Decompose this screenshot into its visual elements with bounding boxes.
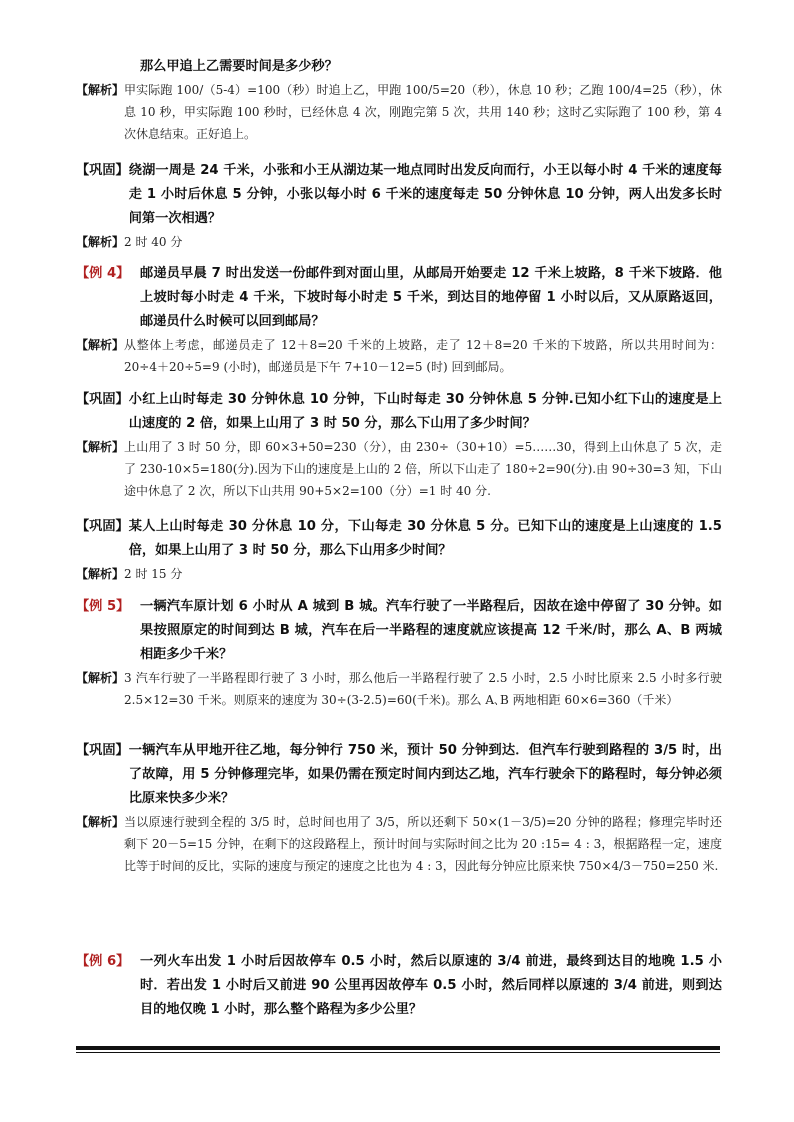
consolidate-3-analysis: 2 时 15 分 bbox=[124, 567, 183, 581]
analysis-tag: 【解析】 bbox=[76, 338, 125, 352]
example-6 bbox=[76, 950, 722, 1022]
intro-analysis: 甲实际跑 100/（5-4）=100（秒）时追上乙，甲跑 100/5=20（秒），休息 10 秒；乙跑 100/4=25（秒），休息 10 秒，甲实际跑 100 秒时，已经休息 4 次，刚跑完第 5 次，共用 140 秒；这时乙实际跑了 100 秒，第 4 次休息结束。正好追上。 bbox=[124, 83, 722, 141]
example-4-question: 邮递员早晨 7 时出发送一份邮件到对面山里，从邮局开始要走 12 千米上坡路，8 千米下坡路．他上坡时每小时走 4 千米，下坡时每小时走 5 千米，到达目的地停留 1 小时以后，又从原路返回，邮递员什么时候可以回到邮局？ bbox=[140, 266, 722, 329]
example-4-label: 【例 4】 bbox=[76, 266, 130, 281]
consolidate-tag: 【巩固】 bbox=[76, 743, 129, 758]
analysis-tag: 【解析】 bbox=[76, 815, 125, 829]
example-5-analysis: 3 汽车行驶了一半路程即行驶了 3 小时，那么他后一半路程行驶了 2.5 小时，2.5 小时比原来 2.5 小时多行驶 2.5×12=30 千米。则原来的速度为 30÷(3-2.5)=60(千米)。那么 A､B 两地相距 60×6=360（千米） bbox=[124, 671, 722, 707]
consolidate-2-analysis: 上山用了 3 时 50 分，即 60×3+50=230（分），由 230÷（30+10）=5……30，得到上山休息了 5 次，走了 230-10×5=180(分).因为下山的速度是上山的 2 倍，所以下山走了 180÷2=90(分).由 90÷30=3 知，下山途中休息了 2 次，所以下山共用 90+5×2=100（分）=1 时 40 分. bbox=[124, 440, 722, 498]
consolidate-tag: 【巩固】 bbox=[76, 392, 129, 407]
analysis-tag: 【解析】 bbox=[76, 235, 125, 249]
consolidate-1-question: 绕湖一周是 24 千米，小张和小王从湖边某一地点同时出发反向而行，小王以每小时 4 千米的速度每走 1 小时后休息 5 分钟，小张以每小时 6 千米的速度每走 50 分钟休息 10 分钟，两人出发多长时间第一次相遇？ bbox=[128, 163, 722, 226]
consolidate-tag: 【巩固】 bbox=[76, 163, 129, 178]
consolidate-4-question: 一辆汽车从甲地开往乙地，每分钟行 750 米，预计 50 分钟到达．但汽车行驶到路程的 3/5 时，出了故障，用 5 分钟修理完毕，如果仍需在预定时间内到达乙地，汽车行驶余下的路程时，每分钟必须比原来快多少米？ bbox=[128, 743, 722, 806]
consolidate-3-question: 某人上山时每走 30 分休息 10 分，下山每走 30 分休息 5 分。已知下山的速度是上山速度的 1.5 倍，如果上山用了 3 时 50 分，那么下山用多少时间？ bbox=[128, 519, 722, 558]
consolidate-1 bbox=[76, 159, 722, 253]
analysis-tag: 【解析】 bbox=[76, 567, 125, 581]
example-5-label: 【例 5】 bbox=[76, 599, 130, 614]
analysis-tag: 【解析】 bbox=[76, 83, 125, 97]
example-6-label: 【例 6】 bbox=[76, 954, 130, 969]
intro-section bbox=[76, 55, 722, 145]
intro-question: 那么甲追上乙需要时间是多少秒？ bbox=[140, 59, 338, 74]
consolidate-2 bbox=[76, 388, 722, 502]
example-5-question: 一辆汽车原计划 6 小时从 A 城到 B 城。汽车行驶了一半路程后，因故在途中停留了 30 分钟。如果按照原定的时间到达 B 城，汽车在后一半路程的速度就应该提高 12 千米/时，那么 A、B 两城相距多少千米？ bbox=[140, 599, 722, 662]
consolidate-3 bbox=[76, 515, 722, 585]
example-5 bbox=[76, 595, 722, 711]
consolidate-4 bbox=[76, 739, 722, 877]
example-6-question: 一列火车出发 1 小时后因故停车 0.5 小时，然后以原速的 3/4 前进，最终到达目的地晚 1.5 小时．若出发 1 小时后又前进 90 公里再因故停车 0.5 小时，然后同样以原速的 3/4 前进，则到达目的地仅晚 1 小时，那么整个路程为多少公里？ bbox=[140, 954, 722, 1017]
analysis-tag: 【解析】 bbox=[76, 440, 125, 454]
consolidate-tag: 【巩固】 bbox=[76, 519, 129, 534]
example-4 bbox=[76, 262, 722, 378]
consolidate-2-question: 小红上山时每走 30 分钟休息 10 分钟，下山时每走 30 分钟休息 5 分钟.已知小红下山的速度是上山速度的 2 倍，如果上山用了 3 时 50 分，那么下山用了多少时间？ bbox=[128, 392, 722, 431]
footer-rule-thick bbox=[76, 1046, 720, 1050]
consolidate-4-analysis: 当以原速行驶到全程的 3/5 时，总时间也用了 3/5，所以还剩下 50×(1－3/5)=20 分钟的路程；修理完毕时还剩下 20－5=15 分钟，在剩下的这段路程上，预计时间与实际时间之比为 20 :15= 4 : 3，根据路程一定，速度比等于时间的反比，实际的速度与预定的速度之比也为 4 : 3，因此每分钟应比原来快 750×4/3－750=250 米. bbox=[124, 815, 722, 873]
consolidate-1-analysis: 2 时 40 分 bbox=[124, 235, 183, 249]
footer-rule-thin bbox=[76, 1052, 720, 1053]
example-4-analysis: 从整体上考虑，邮递员走了 12＋8=20 千米的上坡路，走了 12＋8=20 千米的下坡路，所以共用时间为： 20÷4＋20÷5=9 (小时)，邮递员是下午 7+10－12=5 (时) 回到邮局。 bbox=[124, 338, 722, 374]
analysis-tag: 【解析】 bbox=[76, 671, 125, 685]
